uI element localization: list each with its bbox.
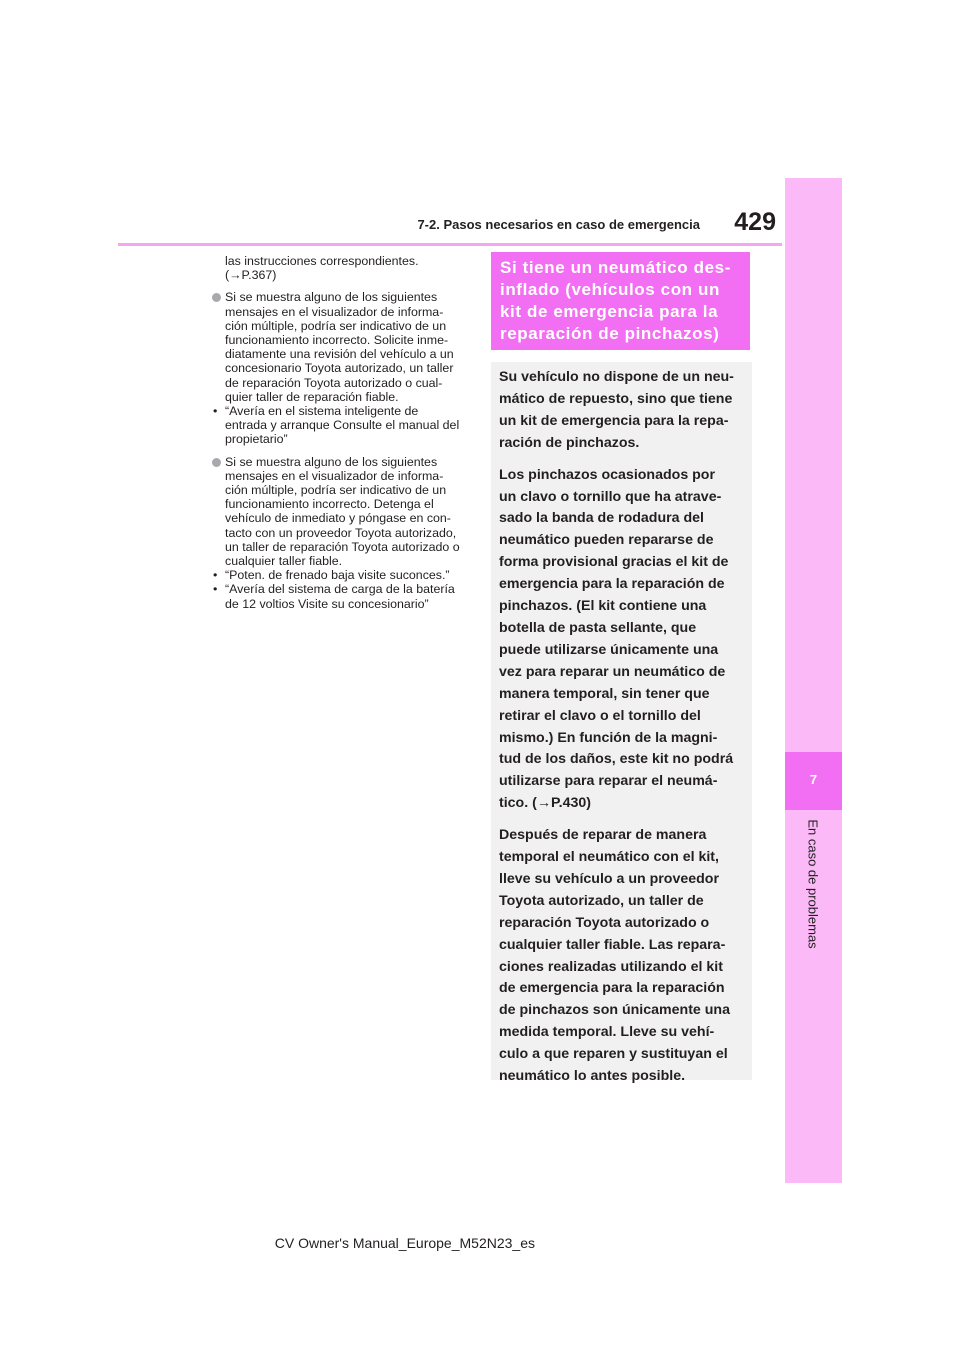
text-line: mensajes en el visualizador de informa-: [225, 468, 444, 483]
footer-document-id: CV Owner's Manual_Europe_M52N23_es: [274, 1235, 535, 1251]
text-line: medida temporal. Lleve su vehí-: [499, 1024, 715, 1041]
text-line: reparación Toyota autorizado o: [499, 914, 710, 931]
text-line: “Avería del sistema de carga de la batería: [225, 582, 455, 597]
text-line: manera temporal, sin tener que: [499, 685, 710, 702]
text-line: neumático lo antes posible.: [499, 1068, 686, 1085]
chapter-side-tab: [785, 178, 842, 1183]
text-line: botella de pasta sellante, que: [499, 619, 697, 636]
text-line: pinchazos. (El kit contiene una: [499, 598, 707, 615]
sub-bullet-icon: •: [213, 404, 218, 419]
sub-bullet-icon: •: [213, 582, 218, 597]
text-line: cualquier taller fiable. Las repara-: [499, 936, 726, 953]
message-item: [211, 568, 473, 582]
text-line: tud de los daños, este kit no podrá: [499, 751, 734, 768]
info-paragraph-1: [499, 367, 743, 455]
text-line: sado la banda de rodadura del: [499, 510, 704, 527]
warning-bullet-2: [211, 455, 473, 569]
text-line: Si se muestra alguno de los siguientes: [225, 454, 438, 469]
text-line: mensajes en el visualizador de informa-: [225, 304, 444, 319]
text-line: mismo.) En función de la magni-: [499, 729, 718, 746]
info-paragraph-3: [499, 825, 743, 1088]
intro-paragraph: [211, 254, 473, 282]
text-line: propietario”: [225, 432, 288, 447]
text-line: un taller de reparación Toyota autorizado o: [225, 539, 460, 554]
text-line: Si se muestra alguno de los siguientes: [225, 290, 438, 305]
text-line: vehículo de inmediato y póngase en con-: [225, 511, 451, 526]
text-line: ción múltiple, podría ser indicativo de un: [225, 483, 447, 498]
text-line: de reparación Toyota autorizado o cual-: [225, 375, 443, 390]
text-line: temporal el neumático con el kit,: [499, 849, 719, 866]
warning-bullet-1: [211, 290, 473, 404]
text-line: forma provisional gracias el kit de: [499, 554, 729, 571]
section-title: 7-2. Pasos necesarios en caso de emergencia: [417, 217, 700, 232]
text-line: Los pinchazos ocasionados por: [499, 466, 715, 483]
text-line: vez para reparar un neumático de: [499, 663, 726, 680]
text-line: mático de repuesto, sino que tiene: [499, 390, 733, 407]
text-line: quier taller de reparación fiable.: [225, 389, 399, 404]
text-line: Después de reparar de manera: [499, 827, 707, 844]
text-line: puede utilizarse únicamente una: [499, 641, 719, 658]
text-line: lleve su vehículo a un proveedor: [499, 870, 719, 887]
text-line: diatamente una revisión del vehículo a un: [225, 347, 454, 362]
sub-bullet-icon: •: [213, 568, 218, 583]
text-line: las instrucciones correspondientes.: [225, 254, 419, 268]
text-line: emergencia para la reparación de: [499, 576, 725, 593]
message-item: [211, 404, 473, 447]
page-number: 429: [734, 208, 776, 236]
text-line: ción múltiple, podría ser indicativo de un: [225, 318, 447, 333]
text-line: utilizarse para reparar el neumá-: [499, 773, 718, 790]
page-reference[interactable]: (→P.367): [225, 268, 277, 283]
text-line: cualquier taller fiable.: [225, 554, 343, 569]
text-line: de pinchazos son únicamente una: [499, 1002, 730, 1019]
left-column: [211, 254, 473, 611]
heading-line: inflado (vehículos con un: [500, 280, 720, 299]
text-line: Su vehículo no dispone de un neu-: [499, 369, 734, 385]
text-line: de 12 voltios Visite su concesionario”: [225, 596, 429, 611]
heading-line: kit de emergencia para la: [500, 302, 719, 321]
info-paragraph-2: [499, 465, 743, 816]
text-line: entrada y arranque Consulte el manual del: [225, 418, 460, 433]
text-line: funcionamiento incorrecto. Solicite inme-: [225, 333, 449, 348]
heading-line: reparación de pinchazos): [500, 324, 720, 343]
section-heading-box: [491, 252, 750, 350]
text-line: de emergencia para la reparación: [499, 980, 725, 997]
bullet-dot-icon: [212, 458, 221, 467]
text-line: “Avería en el sistema inteligente de: [225, 404, 419, 419]
chapter-number: 7: [809, 772, 818, 787]
text-line: un kit de emergencia para la repa-: [499, 412, 729, 429]
text-line: retirar el clavo o el tornillo del: [499, 707, 701, 724]
info-box: [491, 362, 752, 1085]
text-line: tacto con un proveedor Toyota autorizado,: [225, 525, 457, 540]
text-line: neumático pueden repararse de: [499, 532, 714, 549]
message-item: [211, 582, 473, 610]
heading-line: Si tiene un neumático des-: [500, 258, 731, 277]
text-line: concesionario Toyota autorizado, un taller: [225, 361, 454, 376]
page-reference[interactable]: tico. (→P.430): [499, 795, 591, 812]
text-line: funcionamiento incorrecto. Detenga el: [225, 497, 434, 512]
chapter-label: En caso de problemas: [805, 819, 821, 949]
text-line: “Poten. de frenado baja visite suconces.”: [225, 568, 450, 583]
header-divider: [118, 243, 782, 246]
text-line: un clavo o tornillo que ha atrave-: [499, 488, 722, 505]
message-list-2: [211, 568, 473, 611]
message-list-1: [211, 404, 473, 447]
bullet-dot-icon: [212, 293, 221, 302]
text-line: Toyota autorizado, un taller de: [499, 892, 704, 909]
text-line: culo a que reparen y sustituyan el: [499, 1046, 728, 1063]
text-line: ración de pinchazos.: [499, 434, 640, 451]
text-line: ciones realizadas utilizando el kit: [499, 958, 723, 975]
